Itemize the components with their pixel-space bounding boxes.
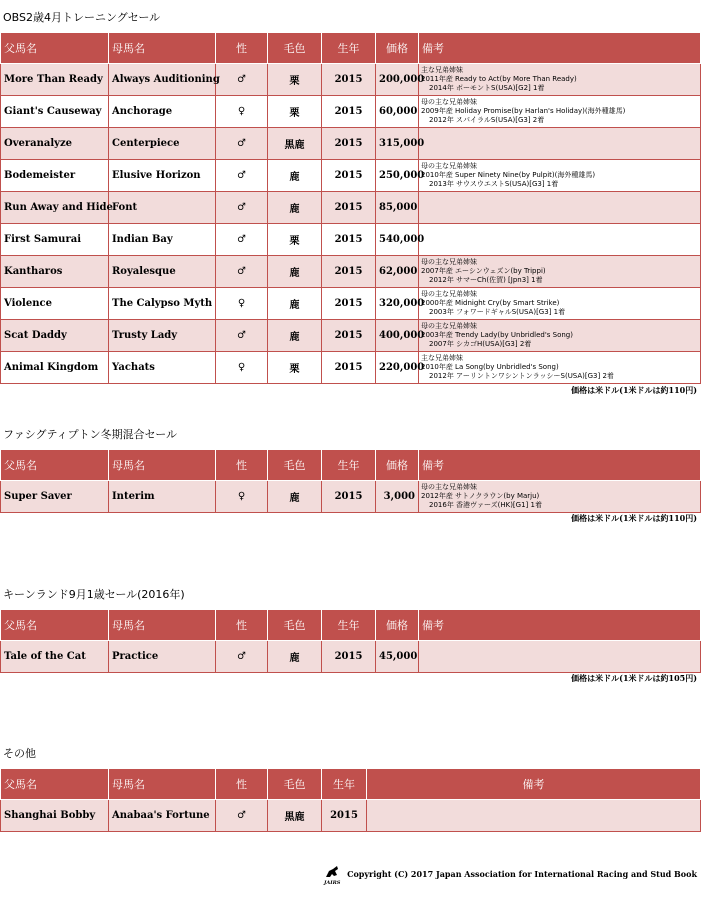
- column-header: 母馬名: [109, 450, 216, 481]
- note-line: 2003年産 Trendy Lady(by Unbridled's Song): [421, 331, 573, 339]
- note-line: 母の主な兄弟姉妹: [421, 290, 477, 298]
- column-header: 毛色: [268, 33, 322, 64]
- sire-name: Violence: [1, 288, 109, 320]
- coat-color-cell: 鹿: [268, 288, 322, 320]
- birth-year-cell: 2015: [322, 160, 376, 192]
- price-cell: 200,000: [376, 64, 419, 96]
- sales-table: [0, 449, 701, 513]
- dam-name: The Calypso Myth: [109, 288, 216, 320]
- coat-color-cell: 鹿: [268, 160, 322, 192]
- column-header: 生年: [322, 769, 367, 800]
- coat-color-cell: 栗: [268, 224, 322, 256]
- column-header: 価格: [376, 33, 419, 64]
- dam-name: Practice: [109, 641, 216, 673]
- notes-cell: [419, 96, 701, 128]
- sex-cell: ♂: [216, 192, 268, 224]
- table-row: [1, 256, 701, 288]
- coat-color-cell: 黒鹿: [268, 128, 322, 160]
- birth-year-cell: 2015: [322, 641, 376, 673]
- notes-cell: [419, 288, 701, 320]
- table-row: [1, 641, 701, 673]
- coat-color-cell: 鹿: [268, 192, 322, 224]
- sales-table: [0, 32, 701, 384]
- notes-cell: [419, 192, 701, 224]
- sire-name: First Samurai: [1, 224, 109, 256]
- section-title: ファシグティプトン冬期混合セール: [3, 428, 178, 441]
- note-line: 主な兄弟姉妹: [421, 66, 463, 74]
- price-cell: 3,000: [376, 481, 419, 513]
- dam-name: Trusty Lady: [109, 320, 216, 352]
- table-row: [1, 288, 701, 320]
- price-cell: 320,000: [376, 288, 419, 320]
- coat-color-cell: 黒鹿: [268, 800, 322, 832]
- birth-year-cell: 2015: [322, 352, 376, 384]
- table-row: [1, 192, 701, 224]
- logo-text: JAIRS: [324, 880, 341, 886]
- dam-name: Centerpiece: [109, 128, 216, 160]
- header-row: [1, 610, 701, 641]
- dam-name: Indian Bay: [109, 224, 216, 256]
- birth-year-cell: 2015: [322, 64, 376, 96]
- dam-name: Interim: [109, 481, 216, 513]
- sire-name: Super Saver: [1, 481, 109, 513]
- dam-name: Always Auditioning: [109, 64, 216, 96]
- column-header: 母馬名: [109, 610, 216, 641]
- birth-year-cell: 2015: [322, 320, 376, 352]
- note-line: 2010年産 La Song(by Unbridled's Song): [421, 363, 559, 371]
- note-line: 2016年 香港ヴァーズ(HK)[G1] 1着: [429, 501, 542, 509]
- sire-name: Scat Daddy: [1, 320, 109, 352]
- section-title: その他: [3, 747, 36, 760]
- section-title: キーンランド9月1歳セール(2016年): [3, 588, 185, 601]
- sales-table: [0, 609, 701, 673]
- column-header: 生年: [322, 610, 376, 641]
- column-header: 価格: [376, 450, 419, 481]
- note-line: 2007年産 エーシンウェズン(by Trippi): [421, 267, 546, 275]
- column-header: 毛色: [268, 769, 322, 800]
- column-header: 価格: [376, 610, 419, 641]
- dam-name: Anabaa's Fortune: [109, 800, 216, 832]
- sex-cell: ♀: [216, 352, 268, 384]
- column-header: 備考: [419, 33, 701, 64]
- column-header: 生年: [322, 450, 376, 481]
- sire-name: Giant's Causeway: [1, 96, 109, 128]
- price-note: 価格は米ドル(1米ドルは約105円): [571, 673, 697, 683]
- header-row: [1, 33, 701, 64]
- column-header: 父馬名: [1, 610, 109, 641]
- column-header: 母馬名: [109, 33, 216, 64]
- sire-name: Tale of the Cat: [1, 641, 109, 673]
- dam-name: Elusive Horizon: [109, 160, 216, 192]
- sex-cell: ♂: [216, 320, 268, 352]
- column-header: 備考: [367, 769, 701, 800]
- notes-cell: [419, 224, 701, 256]
- column-header: 父馬名: [1, 33, 109, 64]
- sex-cell: ♂: [216, 128, 268, 160]
- birth-year-cell: 2015: [322, 256, 376, 288]
- table-row: [1, 224, 701, 256]
- note-line: 2014年 ボーモントS(USA)[G2] 1着: [429, 84, 545, 92]
- column-header: 性: [216, 769, 268, 800]
- sex-cell: ♂: [216, 641, 268, 673]
- table-row: [1, 800, 701, 832]
- dam-name: Yachats: [109, 352, 216, 384]
- price-cell: 540,000: [376, 224, 419, 256]
- note-line: 母の主な兄弟姉妹: [421, 258, 477, 266]
- sire-name: Shanghai Bobby: [1, 800, 109, 832]
- note-line: 母の主な兄弟姉妹: [421, 162, 477, 170]
- table-row: [1, 64, 701, 96]
- price-cell: 250,000: [376, 160, 419, 192]
- sire-name: Animal Kingdom: [1, 352, 109, 384]
- price-cell: 85,000: [376, 192, 419, 224]
- column-header: 備考: [419, 450, 701, 481]
- price-cell: 60,000: [376, 96, 419, 128]
- coat-color-cell: 栗: [268, 64, 322, 96]
- column-header: 性: [216, 450, 268, 481]
- sex-cell: ♀: [216, 288, 268, 320]
- copyright-text: Copyright (C) 2017 Japan Association for International Racing and Stud Book: [347, 869, 697, 879]
- sex-cell: ♂: [216, 224, 268, 256]
- coat-color-cell: 鹿: [268, 481, 322, 513]
- sire-name: Bodemeister: [1, 160, 109, 192]
- note-line: 2013年 サウスウエストS(USA)[G3] 1着: [429, 180, 559, 188]
- coat-color-cell: 鹿: [268, 256, 322, 288]
- dam-name: Font: [109, 192, 216, 224]
- notes-cell: [419, 128, 701, 160]
- column-header: 父馬名: [1, 769, 109, 800]
- price-cell: 62,000: [376, 256, 419, 288]
- birth-year-cell: 2015: [322, 481, 376, 513]
- note-line: 2010年産 Super Ninety Nine(by Pulpit)(海外種雄馬): [421, 171, 596, 179]
- table-row: [1, 160, 701, 192]
- coat-color-cell: 鹿: [268, 641, 322, 673]
- column-header: 母馬名: [109, 769, 216, 800]
- sex-cell: ♂: [216, 160, 268, 192]
- note-line: 2009年産 Holiday Promise(by Harlan's Holiday)(海外種雄馬): [421, 107, 626, 115]
- sire-name: Kantharos: [1, 256, 109, 288]
- price-cell: 220,000: [376, 352, 419, 384]
- price-cell: 400,000: [376, 320, 419, 352]
- note-line: 主な兄弟姉妹: [421, 354, 463, 362]
- table-row: [1, 96, 701, 128]
- sire-name: More Than Ready: [1, 64, 109, 96]
- table-row: [1, 352, 701, 384]
- dam-name: Royalesque: [109, 256, 216, 288]
- coat-color-cell: 栗: [268, 96, 322, 128]
- notes-cell: [367, 800, 701, 832]
- price-note: 価格は米ドル(1米ドルは約110円): [571, 513, 697, 523]
- column-header: 父馬名: [1, 450, 109, 481]
- dam-name: Anchorage: [109, 96, 216, 128]
- column-header: 備考: [419, 610, 701, 641]
- header-row: [1, 450, 701, 481]
- copyright-footer: [323, 863, 697, 885]
- note-line: 2011年産 Ready to Act(by More Than Ready): [421, 75, 577, 83]
- sex-cell: ♂: [216, 256, 268, 288]
- notes-cell: [419, 641, 701, 673]
- birth-year-cell: 2015: [322, 128, 376, 160]
- notes-cell: [419, 256, 701, 288]
- birth-year-cell: 2015: [322, 192, 376, 224]
- column-header: 性: [216, 33, 268, 64]
- price-cell: 315,000: [376, 128, 419, 160]
- sire-name: Run Away and Hide: [1, 192, 109, 224]
- note-line: 2012年産 サトノクラウン(by Marju): [421, 492, 540, 500]
- notes-cell: [419, 320, 701, 352]
- note-line: 2007年 シカゴH(USA)[G3] 2着: [429, 340, 532, 348]
- sire-name: Overanalyze: [1, 128, 109, 160]
- notes-cell: [419, 352, 701, 384]
- horse-logo-icon: [323, 863, 343, 885]
- birth-year-cell: 2015: [322, 224, 376, 256]
- birth-year-cell: 2015: [322, 96, 376, 128]
- sex-cell: ♂: [216, 64, 268, 96]
- notes-cell: [419, 160, 701, 192]
- sex-cell: ♂: [216, 800, 268, 832]
- price-cell: 45,000: [376, 641, 419, 673]
- note-line: 母の主な兄弟姉妹: [421, 98, 477, 106]
- column-header: 毛色: [268, 610, 322, 641]
- table-row: [1, 128, 701, 160]
- notes-cell: [419, 64, 701, 96]
- notes-cell: [419, 481, 701, 513]
- column-header: 生年: [322, 33, 376, 64]
- coat-color-cell: 栗: [268, 352, 322, 384]
- note-line: 2003年 フォワードギャルS(USA)[G3] 1着: [429, 308, 566, 316]
- note-line: 母の主な兄弟姉妹: [421, 322, 477, 330]
- note-line: 2000年産 Midnight Cry(by Smart Strike): [421, 299, 560, 307]
- header-row: [1, 769, 701, 800]
- table-row: [1, 320, 701, 352]
- birth-year-cell: 2015: [322, 800, 367, 832]
- note-line: 2012年 スパイラルS(USA)[G3] 2着: [429, 116, 545, 124]
- sales-table: [0, 768, 701, 832]
- column-header: 毛色: [268, 450, 322, 481]
- table-row: [1, 481, 701, 513]
- price-note: 価格は米ドル(1米ドルは約110円): [571, 385, 697, 395]
- sex-cell: ♀: [216, 481, 268, 513]
- birth-year-cell: 2015: [322, 288, 376, 320]
- section-title: OBS2歳4月トレーニングセール: [3, 11, 161, 24]
- note-line: 2012年 サマーCh(佐賀) [Jpn3] 1着: [429, 276, 543, 284]
- note-line: 母の主な兄弟姉妹: [421, 483, 477, 491]
- column-header: 性: [216, 610, 268, 641]
- note-line: 2012年 アーリントンワシントンラッシーS(USA)[G3] 2着: [429, 372, 614, 380]
- sex-cell: ♀: [216, 96, 268, 128]
- coat-color-cell: 鹿: [268, 320, 322, 352]
